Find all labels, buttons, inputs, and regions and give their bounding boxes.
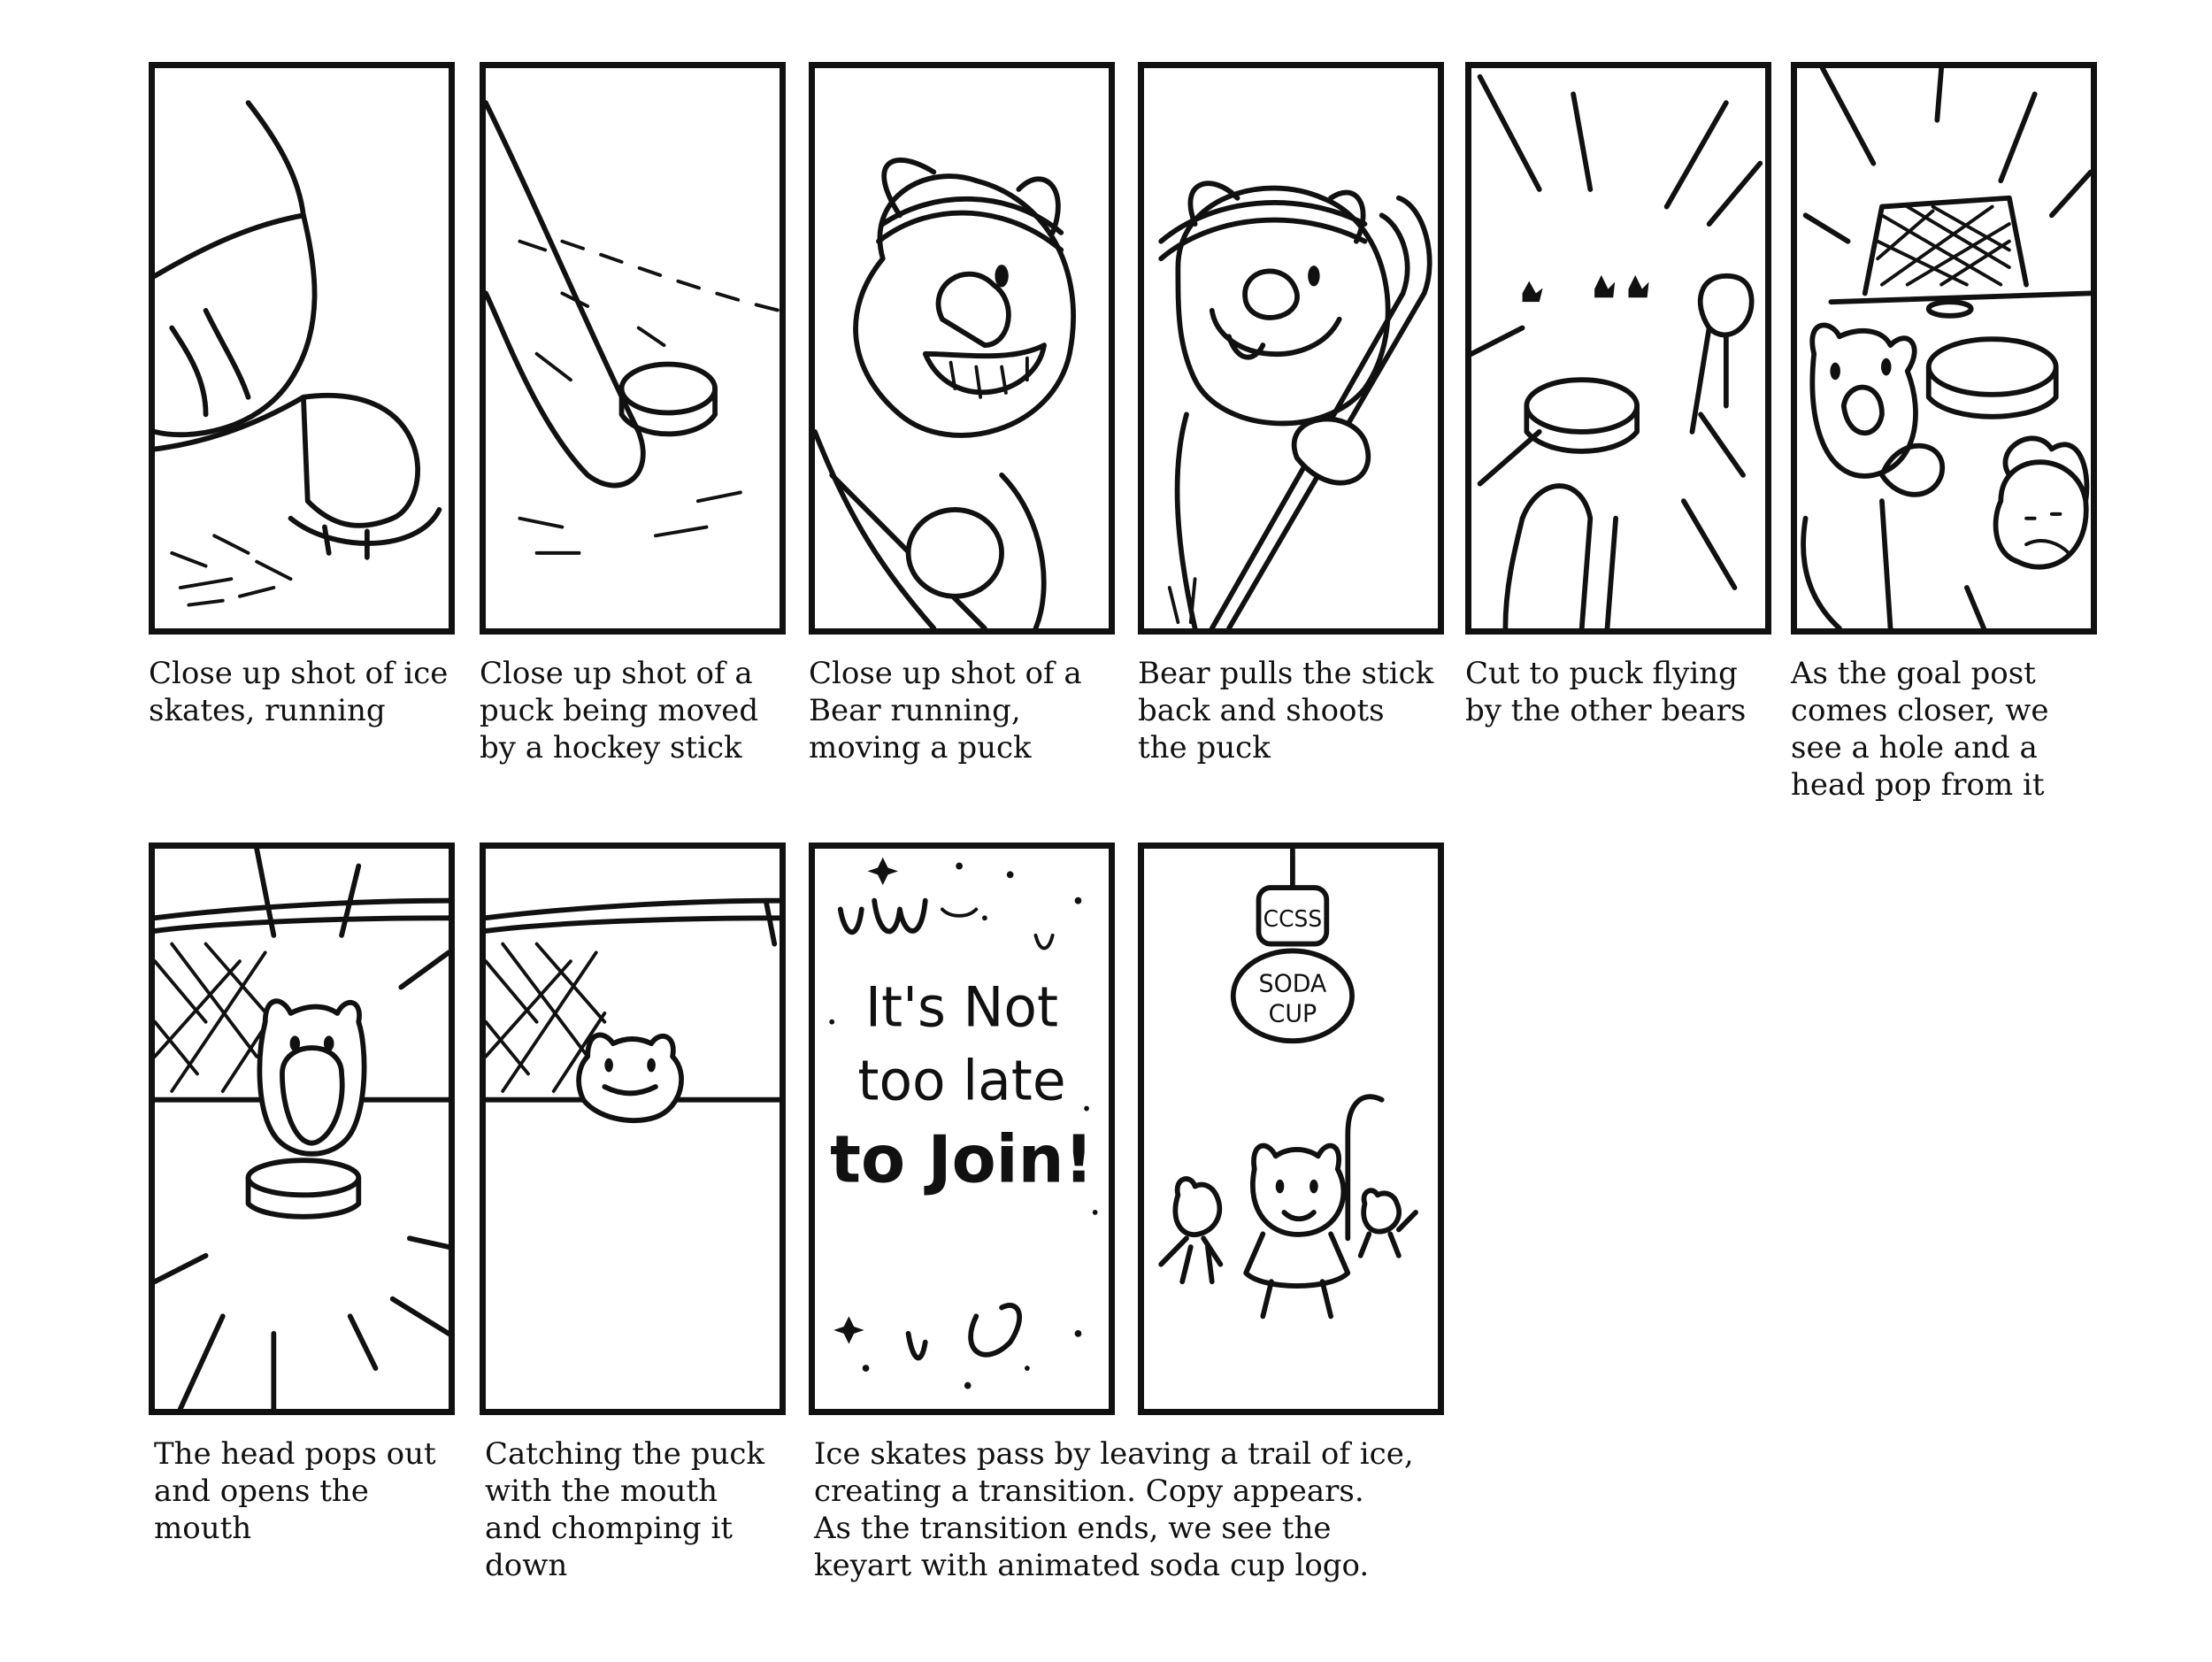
bear-shoots-sketch bbox=[1144, 68, 1438, 628]
panel-6 bbox=[1791, 62, 2097, 635]
puck-stick-sketch bbox=[486, 68, 780, 628]
transition-copy-art bbox=[815, 849, 1109, 1409]
caption-5: Cut to puck flying by the other bears bbox=[1465, 656, 1747, 728]
head-opens-mouth-sketch bbox=[155, 849, 449, 1409]
panel-7 bbox=[149, 843, 455, 1415]
panel-8 bbox=[480, 843, 786, 1415]
skate-sketch bbox=[155, 68, 449, 628]
keyart-sketch bbox=[1144, 849, 1438, 1409]
panel-9 bbox=[809, 843, 1115, 1415]
panel-3 bbox=[809, 62, 1115, 635]
copy-line-2: too late bbox=[857, 1048, 1066, 1113]
caption-3: Close up shot of a Bear running, moving a puck bbox=[809, 656, 1082, 766]
caption-2: Close up shot of a puck being moved by a hockey stick bbox=[480, 656, 759, 766]
panel-10 bbox=[1138, 843, 1444, 1415]
puck-flying-sketch bbox=[1471, 68, 1765, 628]
copy-line-3: to Join! bbox=[830, 1122, 1094, 1198]
copy-line-1: It's Not bbox=[864, 974, 1059, 1040]
caption-6: As the goal post comes closer, we see a hole and a head pop from it bbox=[1791, 656, 2049, 803]
caption-1: Close up shot of ice skates, running bbox=[149, 656, 449, 728]
panel-1 bbox=[149, 62, 455, 635]
goal-post-sketch bbox=[1797, 68, 2091, 628]
caption-8: Catching the puck with the mouth and chomping it down bbox=[485, 1436, 765, 1583]
panel-5 bbox=[1465, 62, 1771, 635]
bear-running-sketch bbox=[815, 68, 1109, 628]
panel-2 bbox=[480, 62, 786, 635]
logo-cup-text: CUP bbox=[1268, 1000, 1317, 1028]
logo-top-text: CCSS bbox=[1263, 905, 1323, 933]
catching-puck-sketch bbox=[486, 849, 780, 1409]
caption-4: Bear pulls the stick back and shoots the puck bbox=[1138, 656, 1434, 766]
caption-9: Ice skates pass by leaving a trail of ice, creating a transition. Copy appears. As the transition ends, we see the keyart with animated soda cup logo. bbox=[814, 1436, 1414, 1583]
logo-soda-text: SODA bbox=[1258, 970, 1327, 998]
caption-7: The head pops out and opens the mouth bbox=[154, 1436, 436, 1546]
panel-4 bbox=[1138, 62, 1444, 635]
